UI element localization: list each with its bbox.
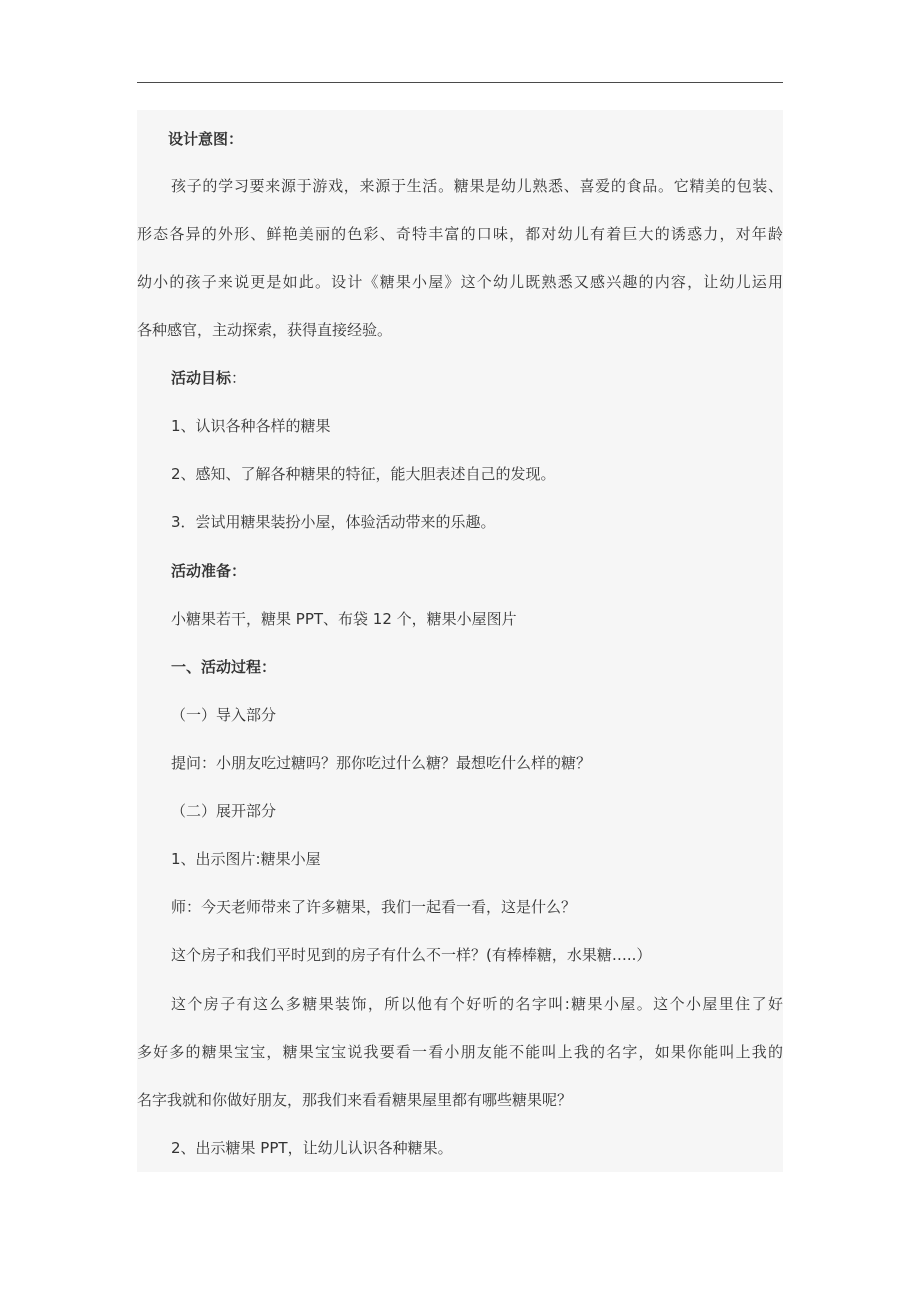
document-body — [137, 110, 783, 1172]
story-line-1: 这个房子有这么多糖果装饰，所以他有个好听的名字叫:糖果小屋。这个小屋里住了好 — [171, 995, 783, 1013]
teacher-line: 师：今天老师带来了许多糖果，我们一起看一看，这是什么？ — [171, 898, 577, 916]
header-rule — [137, 82, 783, 83]
goals-heading: 活动目标 — [171, 369, 232, 387]
step2-text: 2、出示糖果 PPT，让幼儿认识各种糖果。 — [171, 1139, 453, 1157]
preparation-heading: 活动准备： — [171, 562, 247, 580]
goal-item-2: 2、感知、了解各种糖果的特征，能大胆表述自己的发现。 — [171, 465, 556, 483]
story-line-3: 名字我就和你做好朋友，那我们来看看糖果屋里都有哪些糖果呢？ — [137, 1091, 573, 1109]
story-line-2: 多好多的糖果宝宝，糖果宝宝说我要看一看小朋友能不能叫上我的名字，如果你能叫上我的 — [137, 1043, 783, 1061]
house-question: 这个房子和我们平时见到的房子有什么不一样？(有棒棒糖，水果糖…..） — [171, 946, 652, 964]
design-intent-line-1: 孩子的学习要来源于游戏，来源于生活。糖果是幼儿熟悉、喜爱的食品。它精美的包装、 — [171, 177, 783, 195]
part1-question: 提问：小朋友吃过糖吗？那你吃过什么糖？最想吃什么样的糖？ — [171, 754, 592, 772]
goal-item-3: 3．尝试用糖果装扮小屋，体验活动带来的乐趣。 — [171, 513, 496, 531]
goals-heading-row — [137, 366, 783, 390]
step1-text: 1、出示图片:糖果小屋 — [171, 850, 321, 868]
process-heading: 一、活动过程： — [171, 658, 277, 676]
design-intent-line-4: 各种感官，主动探索，获得直接经验。 — [137, 321, 393, 339]
goal-item-1: 1、认识各种各样的糖果 — [171, 417, 331, 435]
goals-heading-colon: ： — [231, 369, 247, 387]
part1-title: （一）导入部分 — [171, 706, 277, 724]
design-intent-line-2: 形态各异的外形、鲜艳美丽的色彩、奇特丰富的口味，都对幼儿有着巨大的诱惑力，对年龄 — [137, 225, 783, 243]
part2-title: （二）展开部分 — [171, 802, 277, 820]
design-intent-line-3: 幼小的孩子来说更是如此。设计《糖果小屋》这个幼儿既熟悉又感兴趣的内容，让幼儿运用 — [137, 273, 783, 291]
design-intent-heading: 设计意图： — [168, 130, 244, 148]
preparation-text: 小糖果若干，糖果 PPT、布袋 12 个，糖果小屋图片 — [171, 610, 517, 628]
